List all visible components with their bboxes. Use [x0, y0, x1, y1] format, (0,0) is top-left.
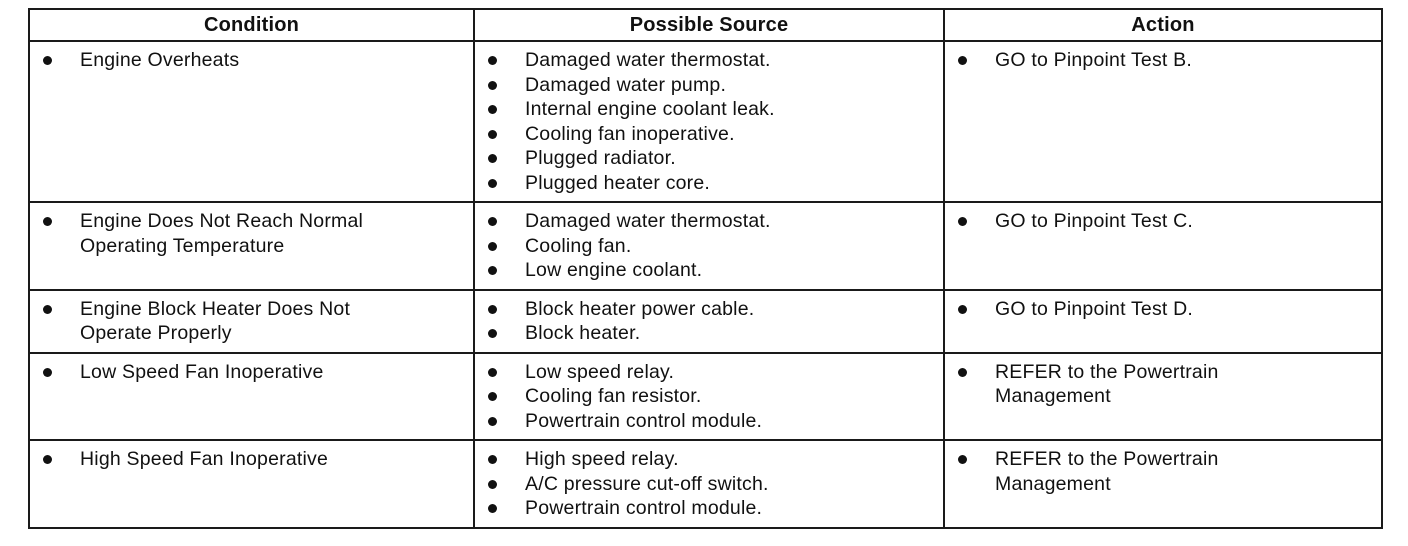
bullet-icon	[958, 368, 967, 377]
source-text: Plugged heater core.	[525, 171, 711, 194]
condition-item	[40, 48, 465, 73]
bullet-icon	[488, 392, 497, 401]
table-row	[29, 440, 1382, 528]
source-item	[485, 409, 935, 434]
source-item	[485, 360, 935, 385]
action-text: REFER to the Powertrain	[995, 360, 1219, 383]
action-item	[955, 360, 1373, 409]
condition-cell	[29, 353, 474, 441]
source-item	[485, 496, 935, 521]
bullet-icon	[488, 130, 497, 139]
action-text: GO to Pinpoint Test C.	[995, 210, 1194, 232]
condition-item	[40, 209, 465, 258]
condition-text: Operate Properly	[80, 322, 232, 344]
condition-text: Low Speed Fan Inoperative	[80, 360, 324, 383]
condition-text: Engine Block Heater Does Not	[80, 297, 351, 320]
condition-cell	[29, 41, 474, 202]
bullet-icon	[488, 329, 497, 338]
action-item	[955, 209, 1373, 234]
bullet-icon	[488, 242, 497, 251]
bullet-icon	[958, 455, 967, 464]
source-item	[485, 321, 935, 346]
bullet-icon	[488, 179, 497, 188]
action-item	[955, 48, 1373, 73]
source-text: Damaged water pump.	[525, 73, 727, 96]
condition-item	[40, 297, 465, 346]
bullet-icon	[488, 154, 497, 163]
source-text: Block heater.	[525, 322, 641, 344]
source-cell	[474, 290, 944, 353]
source-cell	[474, 41, 944, 202]
bullet-icon	[958, 56, 967, 65]
source-text: Cooling fan resistor.	[525, 385, 702, 407]
action-cell	[944, 202, 1382, 290]
bullet-icon	[488, 81, 497, 90]
source-item	[485, 258, 935, 283]
action-cell	[944, 440, 1382, 528]
bullet-icon	[43, 305, 52, 314]
source-cell	[474, 353, 944, 441]
source-item	[485, 472, 935, 497]
source-text: Damaged water thermostat.	[525, 210, 771, 232]
condition-text: Operating Temperature	[80, 234, 285, 257]
action-item	[955, 447, 1373, 496]
condition-text: Engine Does Not Reach Normal	[80, 210, 364, 232]
condition-text: Engine Overheats	[80, 49, 240, 71]
condition-text: High Speed Fan Inoperative	[80, 448, 329, 470]
bullet-icon	[43, 455, 52, 464]
source-cell	[474, 202, 944, 290]
header-row	[29, 9, 1382, 41]
source-item	[485, 146, 935, 171]
condition-cell	[29, 440, 474, 528]
bullet-icon	[43, 56, 52, 65]
source-item	[485, 122, 935, 147]
source-text: Block heater power cable.	[525, 297, 755, 320]
source-text: Damaged water thermostat.	[525, 49, 771, 71]
condition-item	[40, 360, 465, 385]
source-text: Powertrain control module.	[525, 497, 763, 519]
action-text: GO to Pinpoint Test B.	[995, 49, 1192, 71]
bullet-icon	[488, 455, 497, 464]
table-row	[29, 41, 1382, 202]
source-text: Cooling fan inoperative.	[525, 122, 735, 145]
source-item	[485, 48, 935, 73]
source-text: Powertrain control module.	[525, 409, 763, 432]
action-text: Management	[995, 385, 1111, 407]
action-cell	[944, 290, 1382, 353]
source-text: Cooling fan.	[525, 234, 632, 257]
action-cell	[944, 41, 1382, 202]
condition-item	[40, 447, 465, 472]
source-text: A/C pressure cut-off switch.	[525, 472, 769, 495]
action-item	[955, 297, 1373, 322]
bullet-icon	[488, 266, 497, 275]
source-item	[485, 73, 935, 98]
bullet-icon	[488, 56, 497, 65]
bullet-icon	[43, 217, 52, 226]
action-text: Management	[995, 472, 1111, 495]
header-possible-source: Possible Source	[474, 9, 944, 41]
source-item	[485, 171, 935, 196]
source-item	[485, 297, 935, 322]
action-cell	[944, 353, 1382, 441]
source-text: Low speed relay.	[525, 360, 675, 383]
action-text: GO to Pinpoint Test D.	[995, 297, 1194, 320]
bullet-icon	[488, 105, 497, 114]
condition-cell	[29, 202, 474, 290]
source-text: Internal engine coolant leak.	[525, 98, 775, 120]
bullet-icon	[488, 217, 497, 226]
bullet-icon	[43, 368, 52, 377]
source-text: Plugged radiator.	[525, 147, 676, 169]
condition-cell	[29, 290, 474, 353]
table-row	[29, 353, 1382, 441]
bullet-icon	[488, 504, 497, 513]
source-item	[485, 384, 935, 409]
bullet-icon	[488, 368, 497, 377]
diagnosis-table	[28, 8, 1383, 529]
bullet-icon	[958, 217, 967, 226]
bullet-icon	[488, 305, 497, 314]
table-row	[29, 290, 1382, 353]
source-text: Low engine coolant.	[525, 259, 703, 281]
bullet-icon	[488, 417, 497, 426]
bullet-icon	[488, 480, 497, 489]
source-item	[485, 97, 935, 122]
header-action: Action	[944, 9, 1382, 41]
source-item	[485, 447, 935, 472]
source-text: High speed relay.	[525, 448, 679, 470]
bullet-icon	[958, 305, 967, 314]
table-row	[29, 202, 1382, 290]
action-text: REFER to the Powertrain	[995, 448, 1219, 470]
source-cell	[474, 440, 944, 528]
source-item	[485, 234, 935, 259]
header-condition: Condition	[29, 9, 474, 41]
source-item	[485, 209, 935, 234]
